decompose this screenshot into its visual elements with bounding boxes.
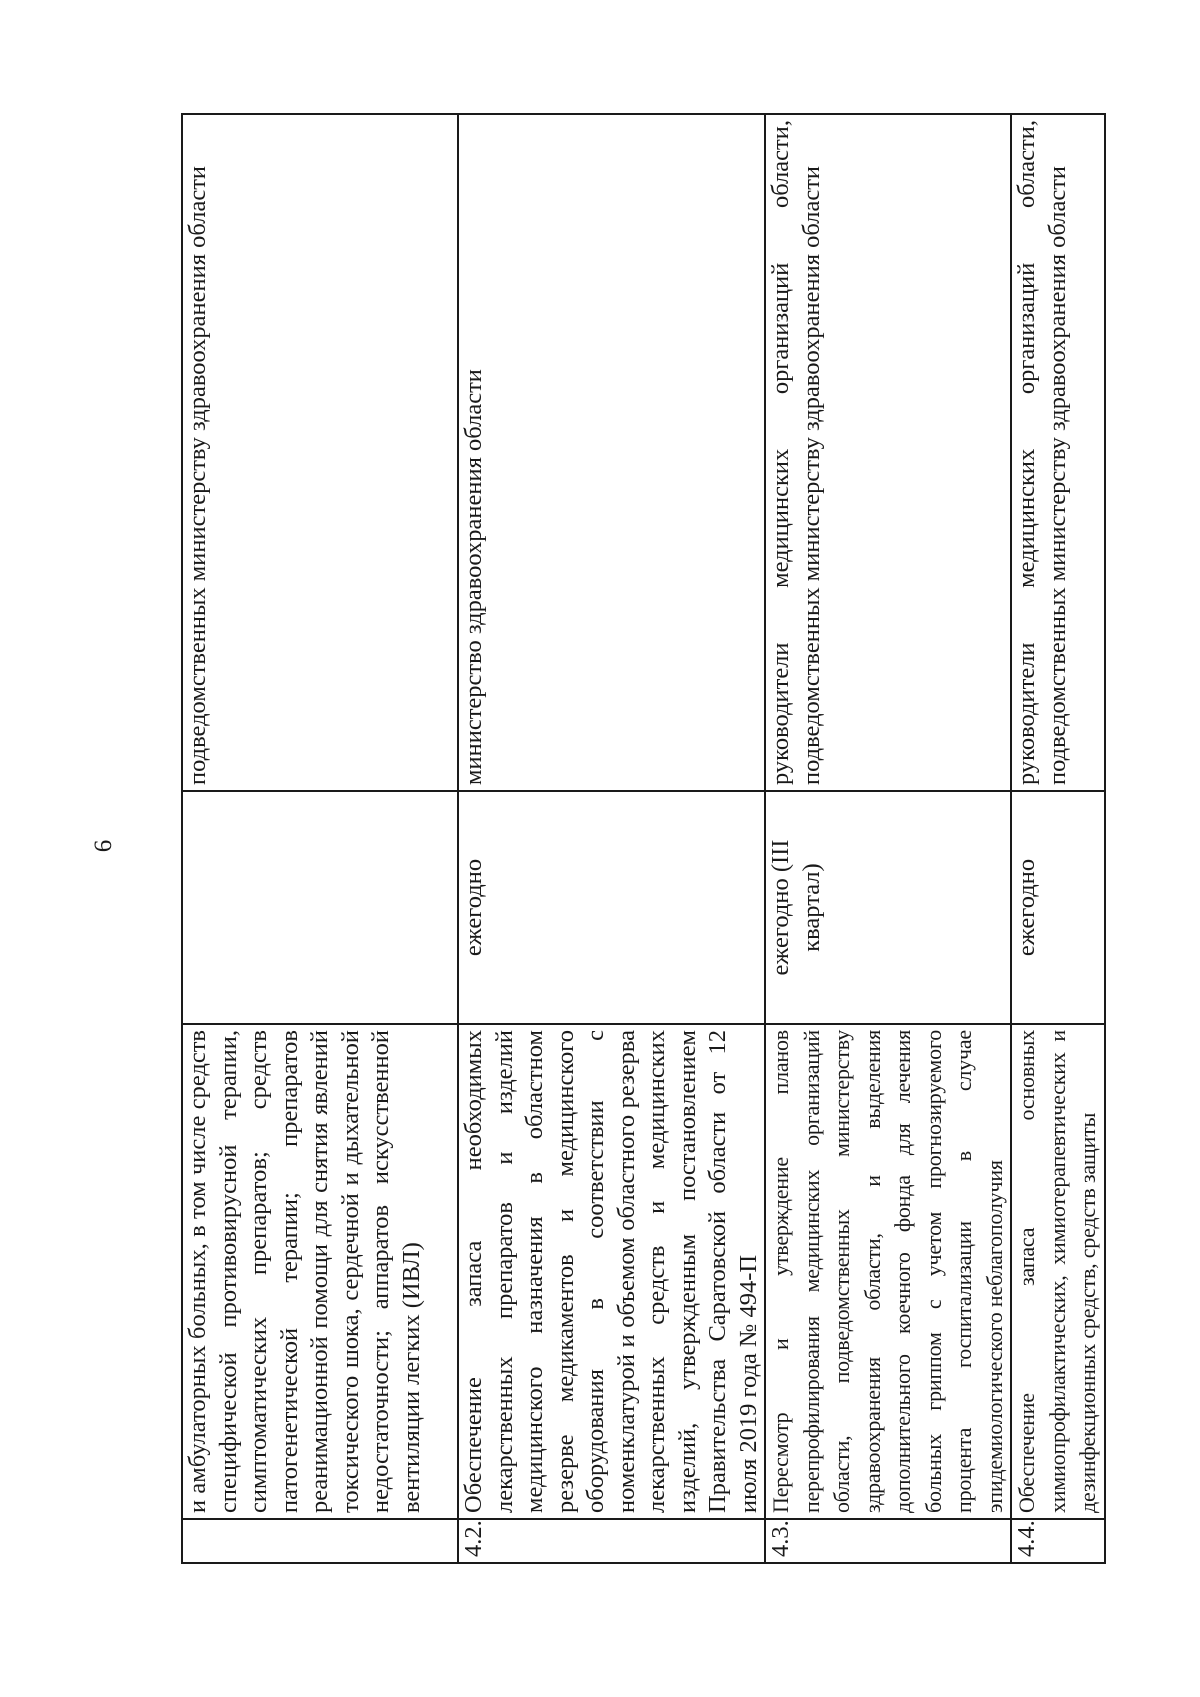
table-row bbox=[1011, 114, 1105, 1563]
row-number: 4.3. bbox=[765, 1519, 1011, 1563]
measure-text: Пересмотр и утверждение планов перепрофилирования медицинских организаций области, подведомственных министерству здравоохранения области, и выделения дополнительного коечного фонда для лечения больных гриппом с учетом прогнозируемого процента госпитализации в случае эпидемиологического неблагополучия bbox=[765, 1024, 1011, 1519]
measure-text: Обеспечение запаса необходимых лекарственных препаратов и изделий медицинского назначения в областном резерве медикаментов и медицинского оборудования в соответствии с номенклатурой и объемом областного резерва лекарственных средств и медицинских изделий, утвержденным постановлением Правительства Саратовской области от 12 июля 2019 года № 494-П bbox=[458, 1024, 765, 1519]
table-row bbox=[765, 114, 1011, 1563]
row-number: 4.2. bbox=[458, 1519, 765, 1563]
measure-responsible: руководители медицинских организаций области, подведомственных министерству здравоохранения области bbox=[765, 114, 1011, 791]
measure-text: Обеспечение запаса основных химиопрофилактических, химиотерапевтических и дезинфекционных средств, средств защиты bbox=[1011, 1024, 1105, 1519]
page-number: 6 bbox=[90, 839, 117, 853]
measure-term bbox=[182, 791, 458, 1024]
measure-responsible: руководители медицинских организаций области, подведомственных министерству здравоохранения области bbox=[1011, 114, 1105, 791]
measure-responsible: министерство здравоохранения области bbox=[458, 114, 765, 791]
measure-text: и амбулаторных больных, в том числе средств специфической противовирусной терапии, симптоматических препаратов; средств патогенетической терапии; препаратов реанимационной помощи для снятия явлений токсического шока, сердечной и дыхательной недостаточности; аппаратов искусственной вентиляции легких (ИВЛ) bbox=[182, 1024, 458, 1519]
table-row bbox=[182, 114, 458, 1563]
measures-table bbox=[181, 113, 1106, 1564]
rotated-table-container bbox=[181, 115, 1100, 1564]
row-number bbox=[182, 1519, 458, 1563]
measure-term: ежегодно bbox=[1011, 791, 1105, 1024]
measure-term: ежегодно (III квартал) bbox=[765, 791, 1011, 1024]
row-number: 4.4. bbox=[1011, 1519, 1105, 1563]
measure-term: ежегодно bbox=[458, 791, 765, 1024]
measure-responsible: подведомственных министерству здравоохранения области bbox=[182, 114, 458, 791]
table-row bbox=[458, 114, 765, 1563]
